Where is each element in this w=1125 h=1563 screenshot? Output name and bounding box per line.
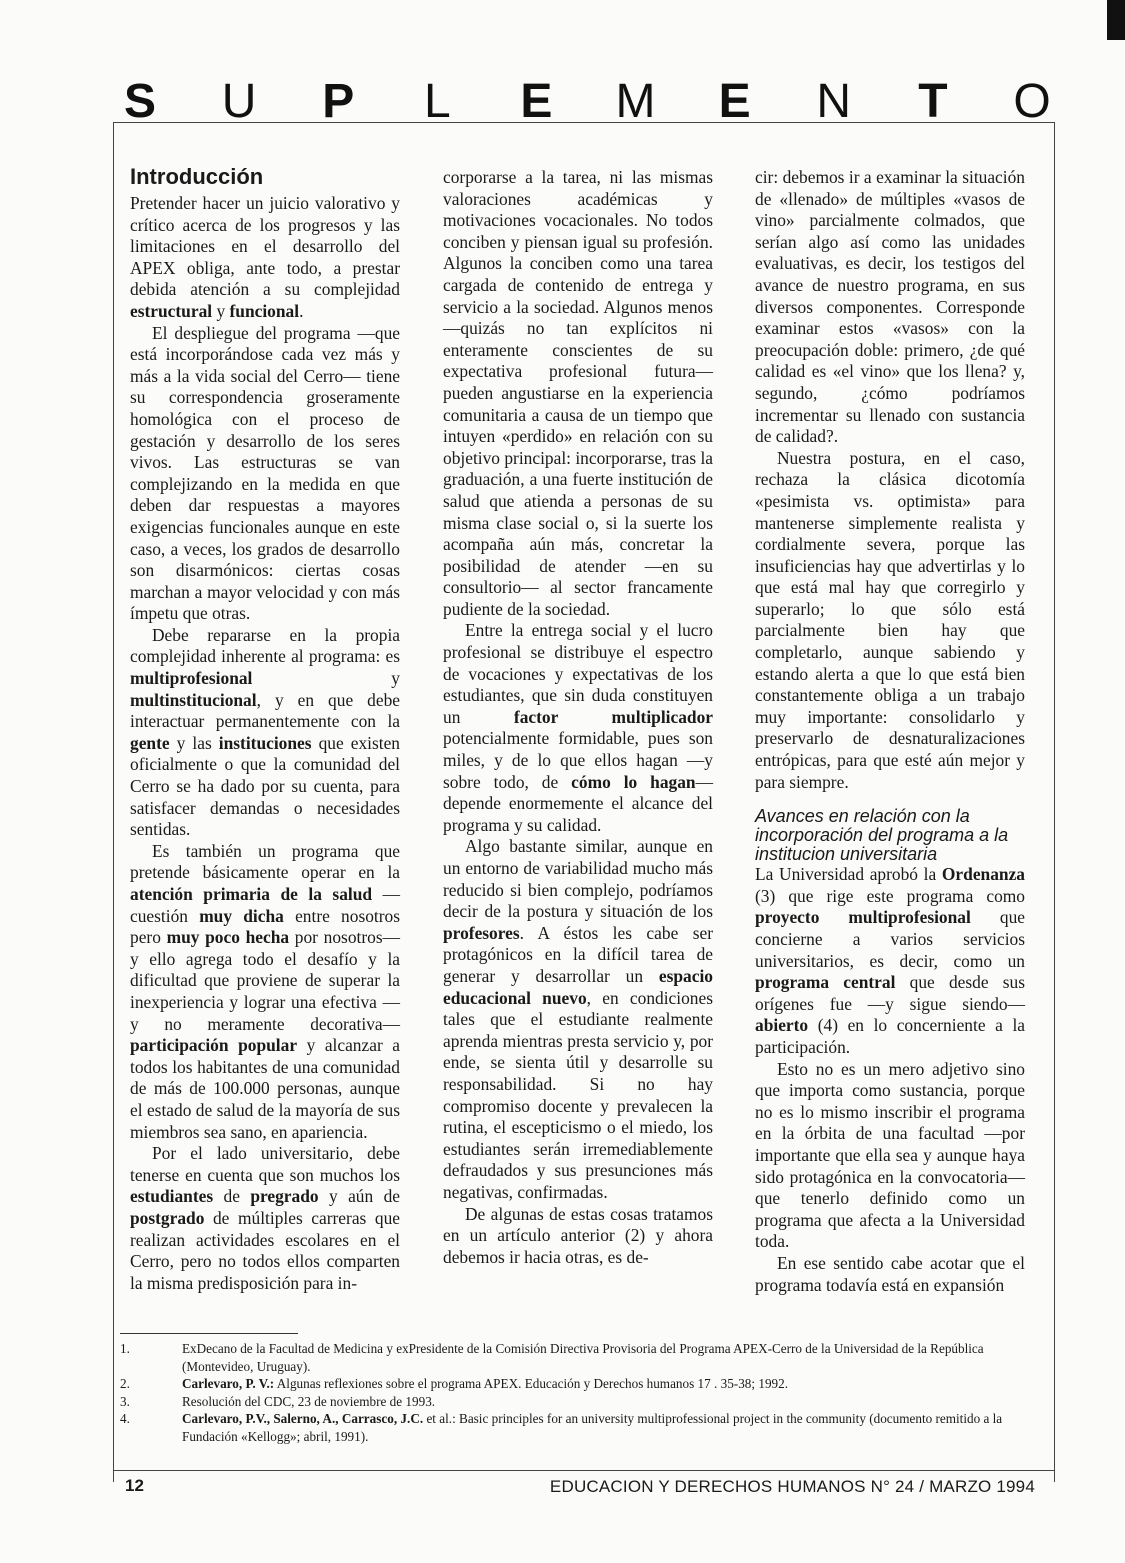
- journal-title: EDUCACION Y DERECHOS HUMANOS N° 24 / MARZO 1994: [549, 1477, 1035, 1496]
- paragraph: Algo bastante similar, aunque en un entorno de variabilidad mucho más reducido si bien complejo, podríamos decir de la postura y situación de los profesores. A éstos les cabe ser protagónicos en la difícil tarea de generar y desarrollar un espacio educacional nuevo, en condiciones tales que el estudiante realmente aprenda mientras presta servicio y, por ende, se sienta útil y desarrolle su responsabilidad. Si no hay compromiso docente y prevalecen la rutina, el escepticismo o el miedo, los estudiantes serán irremediablemente defraudados y sus presunciones más negativas, confirmadas.: [443, 836, 713, 1202]
- paragraph: El despliegue del programa —que está incorporándose cada vez más y más a la vida social del Cerro— tiene su correspondencia groseramente homológica con el proceso de gestación y desarrollo de los seres vivos. Las estructuras se van complejizando en la medida en que deben dar respuestas a mayores exigencias funcionales aunque en este caso, a veces, los grados de desarrollo son disarmónicos: ciertas cosas marchan a mayor velocidad y con más ímpetu que otras.: [130, 322, 400, 624]
- paragraph: cir: debemos ir a examinar la situación de «llenado» de múltiples «vasos de vino» parcialmente colmados, que serían algo así como las unidades evaluativas, es decir, los testigos del avance de nuestro programa, en sus diversos componentes. Corresponde examinar estos «vasos» con la preocupación doble: primero, ¿de qué calidad es «el vino» que los llena? y, segundo, ¿cómo podríamos incrementar su llenado con sustancia de calidad?.: [755, 167, 1025, 447]
- paragraph: Nuestra postura, en el caso, rechaza la clásica dicotomía «pesimista vs. optimista» para mantenerse simplemente realista y cordialmente severa, porque las insuficiencias hay que advertirlas y lo que está mal hay que corregirlo y superarlo; lo que sólo está parcialmente bien hay que completarlo, aunque sabiendo y estando alerta a que lo que está bien constantemente obliga a un trabajo muy importante: consolidarlo y preservarlo de desnaturalizaciones entrópicas, para que esté aún mejor y para siempre.: [755, 447, 1025, 792]
- masthead-letter: E: [520, 74, 553, 128]
- masthead-letter: T: [918, 74, 948, 128]
- footnote-text: Resolución del CDC, 23 de noviembre de 1993.: [182, 1393, 436, 1409]
- footnote-text: Carlevaro, P.V., Salerno, A., Carrasco, J.C. et al.: Basic principles for an university multiprofessional project in the community (documento remitido a la Fundación «Kellogg»; abril, 1991).: [182, 1411, 1003, 1444]
- column-3: [755, 167, 1025, 1296]
- footnote-number: 2.: [120, 1376, 130, 1391]
- footnote: [120, 1410, 1040, 1445]
- page-number: 12: [125, 1476, 144, 1495]
- subheading: Avances en relación con la incorporación del programa a la institucion universitaria: [755, 806, 1009, 865]
- paragraph: En ese sentido cabe acotar que el programa todavía está en expansión: [755, 1252, 1025, 1295]
- footnotes: [120, 1340, 1040, 1445]
- footer-rule: [113, 1470, 1055, 1471]
- footnote: [120, 1393, 1040, 1411]
- footnote-number: 4.: [120, 1411, 130, 1426]
- paragraph: La Universidad aprobó la Ordenanza (3) que rige este programa como proyecto multiprofesional que concierne a varios servicios universitarios, es decir, como un programa central que desde sus orígenes fue —y sigue siendo— abierto (4) en lo concerniente a la participación.: [755, 864, 1025, 1057]
- masthead-letter: L: [423, 74, 451, 128]
- section-title: Introducción: [130, 164, 264, 189]
- paragraph: Debe repararse en la propia complejidad inherente al programa: es multiprofesional y multinstitucional, y en que debe interactuar permanentemente con la gente y las instituciones que existen oficialmente o que la comunidad del Cerro se ha dado por su cuenta, para satisfacer demandas o necesidades sentidas.: [130, 624, 400, 840]
- paragraph: Pretender hacer un juicio valorativo y crítico acerca de los progresos y las limitaciones en el desarrollo del APEX obliga, ante todo, a prestar debida atención a su complejidad estructural y funcional.: [130, 193, 400, 321]
- paragraph: Esto no es un mero adjetivo sino que importa como sustancia, porque no es lo mismo inscribir el programa en la órbita de una facultad —por importante que ella sea y aunque haya sido protagónica en la convocatoria— que tenerlo definido como un programa que afecta a la Universidad toda.: [755, 1058, 1025, 1252]
- paragraph: corporarse a la tarea, ni las mismas valoraciones académicas y motivaciones vocacionales. No todos conciben y piensan igual su profesión. Algunos la conciben como una tarea cargada de contenido de entrega y servicio a la sociedad. Algunos menos —quizás no tan explícitos ni enteramente conscientes de su expectativa profesional futura— pueden angustiarse en la experiencia comunitaria a causa de un tiempo que intuyen «perdido» en relación con su objetivo principal: incorporarse, tras la graduación, a una fuerte institución de salud que atienda a personas de su misma clase social o, si la suerte los acompaña aún más, concretar la posibilidad de atender —en su consultorio— al sector francamente pudiente de la sociedad.: [443, 167, 713, 619]
- paragraph: Entre la entrega social y el lucro profesional se distribuye el espectro de vocaciones y expectativas de los estudiantes, que sin duda constituyen un factor multiplicador potencialmente formidable, pues son miles, y de lo que ellos hagan —y sobre todo, de cómo lo hagan— depende enormemente el alcance del programa y su calidad.: [443, 620, 713, 835]
- footnote-rule: [120, 1333, 298, 1334]
- masthead-letter: O: [1013, 74, 1051, 128]
- masthead-letter: N: [816, 74, 852, 128]
- footnote: [120, 1340, 1040, 1375]
- paragraph: De algunas de estas cosas tratamos en un artículo anterior (2) y ahora debemos ir hacia otras, es de-: [443, 1203, 713, 1267]
- masthead-letter: U: [221, 74, 257, 128]
- footnote: [120, 1375, 1040, 1393]
- footnote-text: ExDecano de la Facultad de Medicina y exPresidente de la Comisión Directiva Provisoria del Programa APEX-Cerro de la Universidad de la República (Montevideo, Uruguay).: [182, 1341, 984, 1374]
- paragraph: Es también un programa que pretende básicamente operar en la atención primaria de la salud —cuestión muy dicha entre nosotros pero muy poco hecha por nosotros— y ello agrega todo el desafío y la dificultad que proviene de superar la inexperiencia y lograr una efectiva —y no meramente decorativa— participación popular y alcanzar a todos los habitantes de una comunidad de más de 100.000 personas, aunque el estado de salud de la mayoría de sus miembros sea sano, en apariencia.: [130, 840, 400, 1142]
- column-2: [443, 167, 713, 1268]
- column-1: [130, 163, 400, 1294]
- masthead-letter: M: [615, 74, 656, 128]
- footnote-number: 1.: [120, 1341, 130, 1356]
- masthead-letter: E: [718, 74, 751, 128]
- scan-edge: [1107, 0, 1125, 40]
- masthead-letter: S: [123, 74, 156, 128]
- paragraph: Por el lado universitario, debe tenerse en cuenta que son muchos los estudiantes de pregrado y aún de postgrado de múltiples carreras que realizan actividades escolares en el Cerro, pero no todos ellos comparten la misma predisposición para in-: [130, 1143, 400, 1293]
- footnote-text: Carlevaro, P. V.: Algunas reflexiones sobre el programa APEX. Educación y Derechos humanos 17 . 35-38; 1992.: [182, 1376, 789, 1391]
- masthead-letter: P: [322, 74, 355, 128]
- footnote-number: 3.: [120, 1393, 130, 1409]
